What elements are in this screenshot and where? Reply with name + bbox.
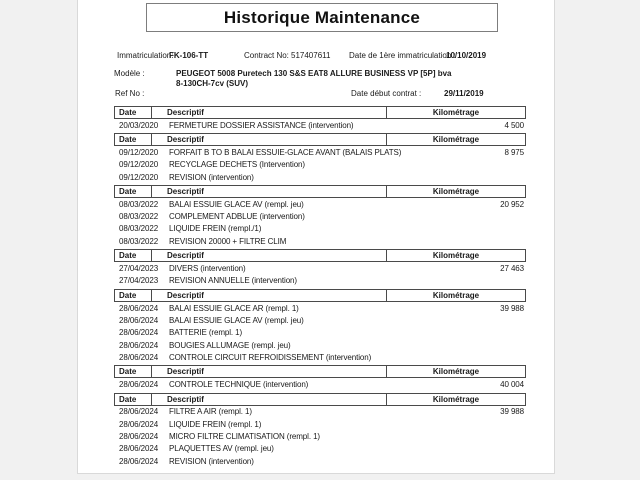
- row-kilometrage: 39 988: [500, 303, 524, 313]
- row-date: 28/06/2024: [119, 380, 159, 390]
- column-header-descriptif: Descriptif: [152, 394, 387, 405]
- table-row: [114, 418, 526, 430]
- maintenance-table: [114, 106, 526, 469]
- row-descriptif: BATTERIE (rempl. 1): [169, 328, 243, 338]
- row-descriptif: REVISION (intervention): [169, 456, 254, 466]
- title-box: [146, 3, 498, 32]
- model-value-line1: PEUGEOT 5008 Puretech 130 S&S EAT8 ALLURE BUSINESS VP [5P] bva: [176, 69, 452, 78]
- row-descriptif: BOUGIES ALLUMAGE (rempl. jeu): [169, 340, 291, 350]
- row-descriptif: CONTROLE TECHNIQUE (intervention): [169, 380, 309, 390]
- table-row: [114, 351, 526, 363]
- column-header-kilometrage: Kilométrage: [432, 135, 480, 145]
- table-row: [114, 302, 526, 314]
- row-descriptif: COMPLEMENT ADBLUE (intervention): [169, 212, 305, 222]
- column-header-descriptif: Descriptif: [152, 186, 387, 197]
- row-descriptif: MICRO FILTRE CLIMATISATION (rempl. 1): [169, 431, 320, 441]
- contract-start-value: 29/11/2019: [444, 89, 484, 98]
- table-row: [114, 235, 526, 247]
- row-descriptif: BALAI ESSUIE GLACE AR (rempl. 1): [169, 303, 299, 313]
- table-row: [114, 339, 526, 351]
- row-descriptif: LIQUIDE FREIN (rempl. 1): [169, 419, 262, 429]
- model-label: Modèle :: [114, 69, 145, 78]
- column-header-kilometrage: Kilométrage: [432, 290, 480, 300]
- table-row: [114, 314, 526, 326]
- section-header-row: [114, 393, 526, 406]
- row-date: 28/06/2024: [119, 315, 159, 325]
- row-descriptif: BALAI ESSUIE GLACE AV (rempl. jeu): [169, 199, 304, 209]
- column-header-kilometrage: Kilométrage: [432, 187, 480, 197]
- table-row: [114, 406, 526, 418]
- table-row: [114, 210, 526, 222]
- row-descriptif: BALAI ESSUIE GLACE AV (rempl. jeu): [169, 315, 304, 325]
- row-date: 27/04/2023: [119, 276, 159, 286]
- row-date: 08/03/2022: [119, 224, 159, 234]
- maintenance-section: [114, 249, 526, 287]
- row-date: 28/06/2024: [119, 303, 159, 313]
- contract-start-label: Date début contrat :: [351, 89, 422, 98]
- table-row: [114, 327, 526, 339]
- row-date: 27/04/2023: [119, 264, 159, 274]
- row-descriptif: FILTRE A AIR (rempl. 1): [169, 407, 252, 417]
- column-header-date: Date: [115, 290, 152, 301]
- row-date: 08/03/2022: [119, 212, 159, 222]
- row-kilometrage: 20 952: [500, 199, 524, 209]
- row-date: 20/03/2020: [119, 120, 159, 130]
- page-title: Historique Maintenance: [223, 7, 421, 27]
- row-kilometrage: 39 988: [500, 407, 524, 417]
- section-header-row: [114, 185, 526, 198]
- maintenance-section: [114, 185, 526, 247]
- table-row: [114, 159, 526, 171]
- row-kilometrage: 4 500: [504, 120, 524, 130]
- column-header-date: Date: [115, 107, 152, 118]
- document-page: [77, 0, 555, 474]
- table-row: [114, 430, 526, 442]
- column-header-date: Date: [115, 366, 152, 377]
- row-date: 28/06/2024: [119, 419, 159, 429]
- row-date: 08/03/2022: [119, 199, 159, 209]
- row-date: 28/06/2024: [119, 352, 159, 362]
- row-date: 09/12/2020: [119, 172, 159, 182]
- column-header-date: Date: [115, 250, 152, 261]
- row-kilometrage: 40 004: [500, 380, 524, 390]
- row-date: 08/03/2022: [119, 236, 159, 246]
- ref-number-label: Ref No :: [115, 89, 145, 98]
- row-date: 28/06/2024: [119, 407, 159, 417]
- row-descriptif: RECYCLAGE DECHETS (Intervention): [169, 160, 305, 170]
- column-header-kilometrage: Kilométrage: [432, 108, 480, 117]
- section-header-row: [114, 365, 526, 378]
- row-descriptif: FERMETURE DOSSIER ASSISTANCE (intervention): [169, 120, 354, 130]
- section-header-row: [114, 106, 526, 119]
- column-header-descriptif: Descriptif: [152, 250, 387, 261]
- table-row: [114, 443, 526, 455]
- contract-number-label: Contract No:: [244, 51, 289, 60]
- row-descriptif: REVISION ANNUELLE (intervention): [169, 276, 297, 286]
- maintenance-section: [114, 133, 526, 183]
- row-date: 28/06/2024: [119, 328, 159, 338]
- column-header-descriptif: Descriptif: [152, 134, 387, 145]
- maintenance-section: [114, 106, 526, 131]
- row-date: 28/06/2024: [119, 431, 159, 441]
- table-row: [114, 262, 526, 274]
- row-descriptif: REVISION (intervention): [169, 172, 254, 182]
- table-row: [114, 378, 526, 390]
- section-header-row: [114, 289, 526, 302]
- first-registration-value: 10/10/2019: [446, 51, 487, 60]
- table-row: [114, 171, 526, 183]
- column-header-date: Date: [115, 186, 152, 197]
- table-row: [114, 198, 526, 210]
- immatriculation-value: FK-106-TT: [169, 51, 209, 60]
- model-value-line2: 8-130CH-7cv (SUV): [176, 79, 249, 88]
- column-header-date: Date: [115, 134, 152, 145]
- column-header-descriptif: Descriptif: [152, 290, 387, 301]
- column-header-descriptif: Descriptif: [152, 107, 387, 118]
- maintenance-section: [114, 393, 526, 467]
- first-registration-label: Date de 1ère immatriculation :: [349, 51, 456, 60]
- maintenance-section: [114, 289, 526, 363]
- maintenance-section: [114, 365, 526, 390]
- column-header-descriptif: Descriptif: [152, 366, 387, 377]
- row-date: 09/12/2020: [119, 147, 159, 157]
- column-header-kilometrage: Kilométrage: [432, 367, 480, 377]
- row-date: 28/06/2024: [119, 456, 159, 466]
- table-row: [114, 146, 526, 158]
- row-date: 09/12/2020: [119, 160, 159, 170]
- contract-number-value: 517407611: [291, 51, 331, 60]
- immatriculation-label: Immatriculation:: [117, 51, 174, 60]
- row-descriptif: REVISION 20000 + FILTRE CLIM: [169, 236, 287, 246]
- table-row: [114, 223, 526, 235]
- column-header-kilometrage: Kilométrage: [432, 394, 480, 404]
- row-descriptif: FORFAIT B TO B BALAI ESSUIE-GLACE AVANT (BALAIS PLATS): [169, 147, 402, 157]
- row-date: 28/06/2024: [119, 444, 159, 454]
- table-row: [114, 119, 526, 131]
- table-row: [114, 275, 526, 287]
- row-descriptif: PLAQUETTES AV (rempl. jeu): [169, 444, 274, 454]
- section-header-row: [114, 249, 526, 262]
- row-descriptif: LIQUIDE FREIN (rempl./1): [169, 224, 262, 234]
- row-kilometrage: 27 463: [500, 264, 524, 274]
- column-header-date: Date: [115, 394, 152, 405]
- column-header-kilometrage: Kilométrage: [432, 251, 480, 261]
- row-descriptif: DIVERS (intervention): [169, 264, 246, 274]
- row-date: 28/06/2024: [119, 340, 159, 350]
- table-row: [114, 455, 526, 467]
- row-kilometrage: 8 975: [504, 147, 524, 157]
- section-header-row: [114, 133, 526, 146]
- row-descriptif: CONTROLE CIRCUIT REFROIDISSEMENT (intervention): [169, 352, 372, 362]
